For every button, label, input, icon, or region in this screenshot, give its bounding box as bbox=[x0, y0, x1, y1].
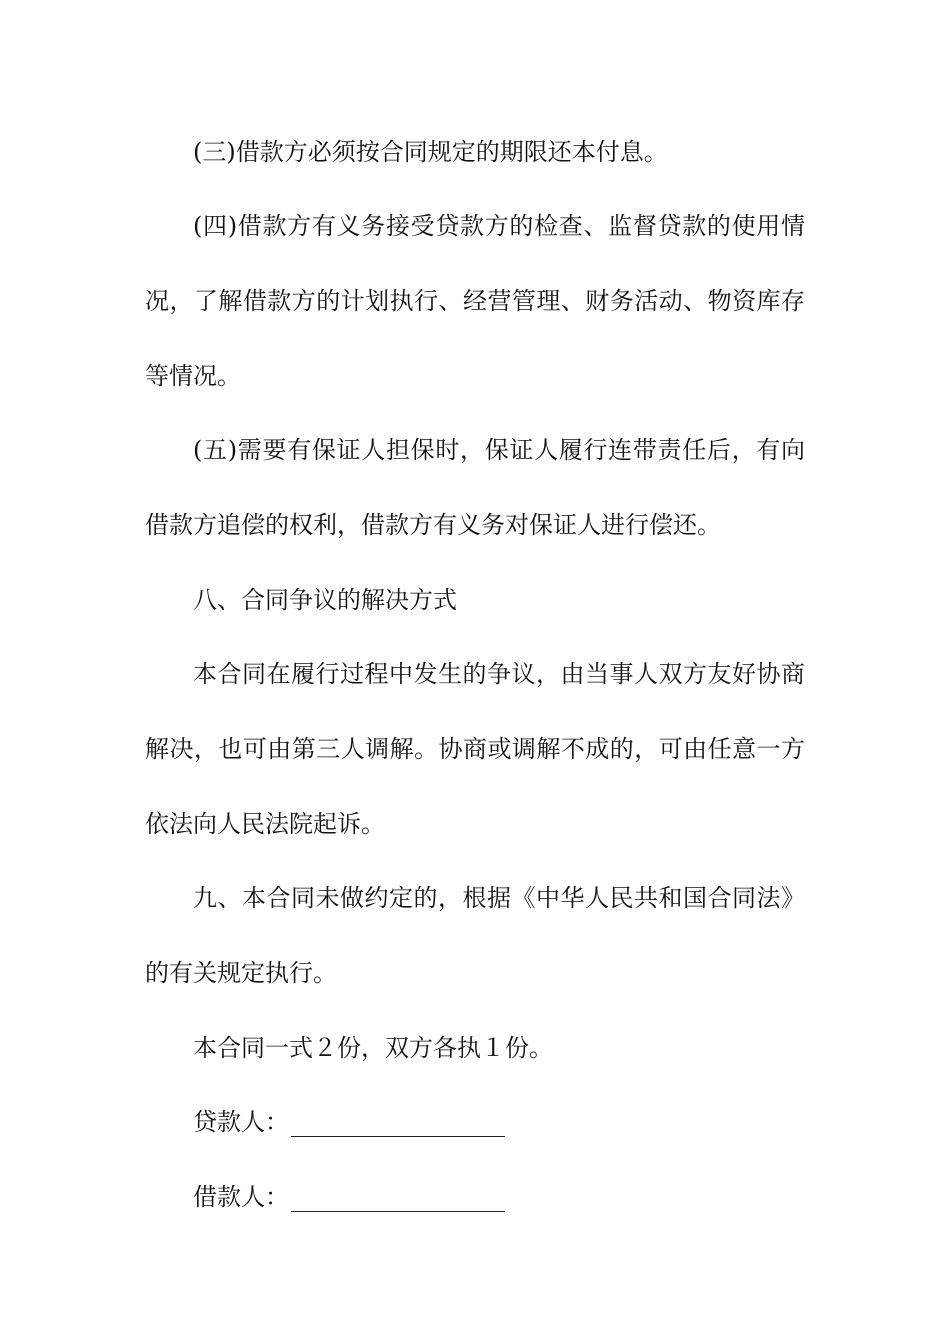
section-9-line-2: 的有关规定执行。 bbox=[145, 959, 337, 987]
copies-statement: 本合同一式２份，双方各执１份。 bbox=[193, 1034, 553, 1062]
section-8-heading: 八、合同争议的解决方式 bbox=[193, 586, 457, 614]
lender-signature-blank bbox=[291, 1112, 505, 1137]
section-9-line-1: 九、本合同未做约定的，根据《中华人民共和国合同法》 bbox=[193, 884, 805, 912]
section-8-line-3: 依法向人民法院起诉。 bbox=[145, 810, 385, 838]
lender-label: 贷款人： bbox=[193, 1108, 289, 1136]
clause-7-5-line-1: (五)需要有保证人担保时，保证人履行连带责任后，有向 bbox=[193, 436, 805, 464]
lender-signature-row bbox=[193, 1107, 505, 1137]
clause-7-4-line-2: 况，了解借款方的计划执行、经营管理、财务活动、物资库存 bbox=[145, 287, 805, 315]
clause-7-5-line-2: 借款方追偿的权利，借款方有义务对保证人进行偿还。 bbox=[145, 511, 721, 539]
section-8-line-2: 解决，也可由第三人调解。协商或调解不成的，可由任意一方 bbox=[145, 735, 805, 763]
clause-7-3: (三)借款方必须按合同规定的期限还本付息。 bbox=[193, 138, 668, 166]
borrower-signature-row bbox=[193, 1182, 505, 1212]
borrower-signature-blank bbox=[291, 1187, 505, 1212]
clause-7-4-line-1: (四)借款方有义务接受贷款方的检查、监督贷款的使用情 bbox=[193, 212, 805, 240]
section-8-line-1: 本合同在履行过程中发生的争议，由当事人双方友好协商 bbox=[193, 660, 805, 688]
borrower-label: 借款人： bbox=[193, 1183, 289, 1211]
clause-7-4-line-3: 等情况。 bbox=[145, 362, 241, 390]
